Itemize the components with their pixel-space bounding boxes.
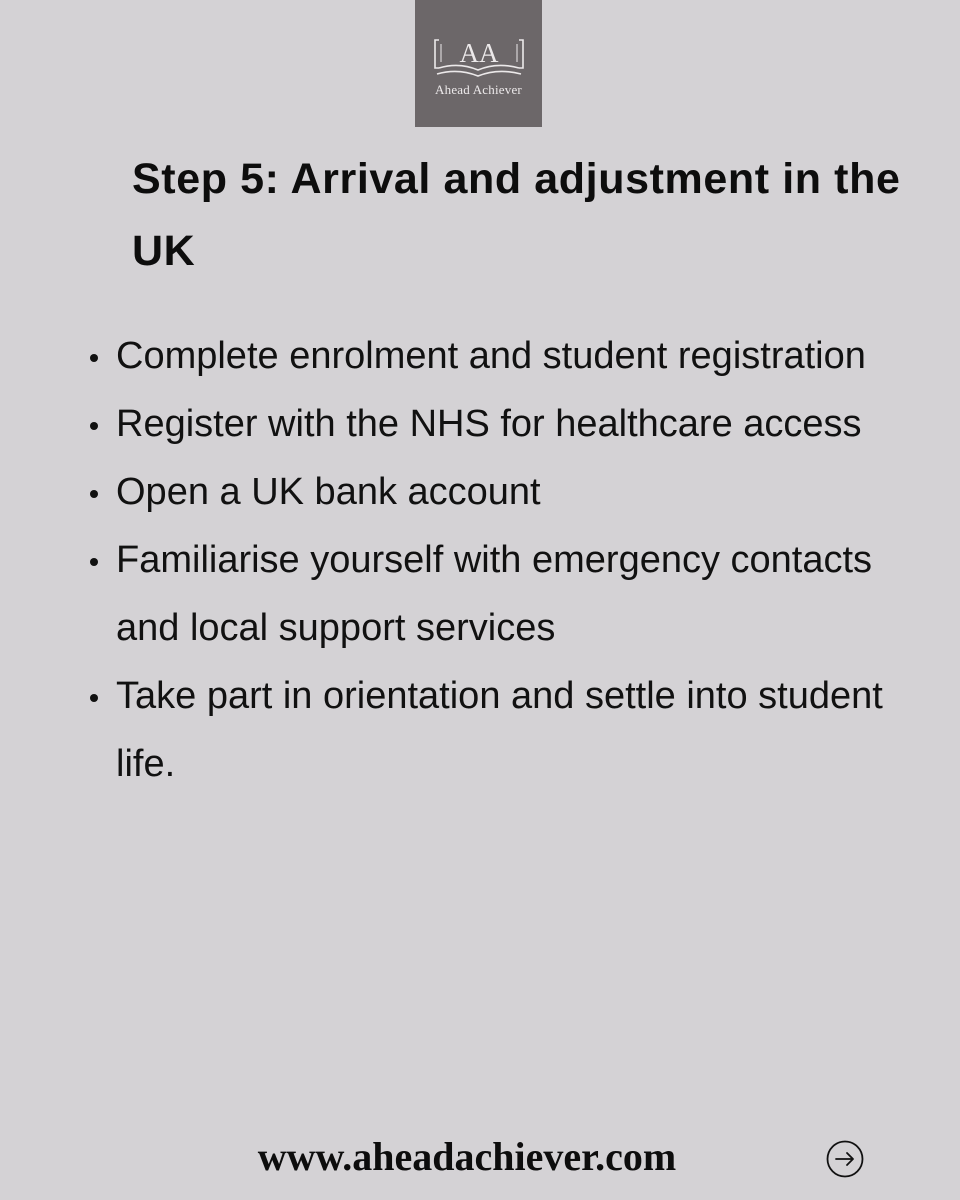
list-item — [90, 662, 910, 798]
list-item — [90, 390, 910, 458]
brand-logo — [415, 0, 542, 127]
list-item-text: Open a UK bank account — [116, 471, 541, 513]
list-item-text: Familiarise yourself with emergency contacts and local support services — [116, 539, 873, 649]
next-slide-button[interactable] — [826, 1140, 864, 1178]
list-item — [90, 458, 910, 526]
bullet-dot-icon — [90, 490, 98, 498]
logo-monogram: AA — [459, 38, 498, 68]
arrow-right-circle-icon — [826, 1140, 864, 1178]
list-item — [90, 526, 910, 662]
list-item-text: Complete enrolment and student registration — [116, 335, 866, 377]
list-item-text: Register with the NHS for healthcare access — [116, 403, 862, 445]
website-url[interactable]: www.aheadachiever.com — [257, 1134, 677, 1179]
bullet-dot-icon — [90, 694, 98, 702]
list-item-text: Take part in orientation and settle into student life. — [116, 675, 883, 785]
checklist — [90, 322, 910, 798]
page-title: Step 5: Arrival and adjustment in the UK — [132, 155, 901, 275]
bullet-dot-icon — [90, 558, 98, 566]
list-item — [90, 322, 910, 390]
logo-name: Ahead Achiever — [435, 82, 522, 97]
bullet-dot-icon — [90, 422, 98, 430]
open-book-logo-icon — [431, 32, 527, 80]
bullet-dot-icon — [90, 354, 98, 362]
